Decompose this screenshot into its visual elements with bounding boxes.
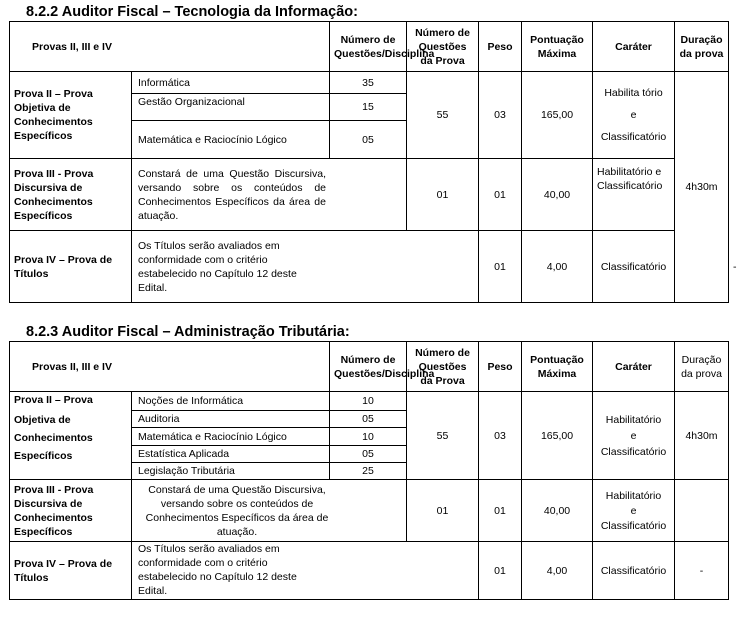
prova3-pontuacao: 40,00 (522, 480, 593, 542)
disciplina-questoes: 05 (330, 446, 407, 463)
header-pontuacao: Pontuação Máxima (522, 342, 593, 392)
prova3-peso: 01 (479, 159, 522, 231)
prova3-label: Prova III - Prova Discursiva de Conhecimentos Específicos (10, 159, 132, 231)
disciplina-name: Matemática e Raciocínio Lógico (132, 428, 330, 446)
disciplina-questoes: 15 (330, 94, 407, 121)
disciplina-questoes: 10 (330, 428, 407, 446)
exam-table-tributaria (9, 341, 729, 600)
exam-table-ti: Provas II, III e IV Número de Questões/Disciplina Número de Questões da Prova Peso Pontuação Máxima Caráter Duração da prova Prova II – Prova Objetiva de Conhecimentos Específicos Informática 35 55 03 165,00 Habilita tório e Classificatório 4h30m Gestão Organizacional 15 Matemática e Raciocínio Lógico 05 Prova III - Prova Discursiva de Conhecimentos Específicos Constará de uma Questão Discursiva, versando sobre os conteúdos de Conhecimentos Específicos da área de atuação. 01 01 40,00 Habilitatório e Classificatório Prova IV – Prova de Títulos Os Títulos serão avaliados em conformidade com o critério estabelecido no Capítulo 12 deste Edital. 01 4,00 Classificatório - (9, 21, 729, 303)
header-questoes-prova: Número de Questões da Prova (407, 22, 479, 72)
carater-line: Habilitatório (605, 489, 662, 502)
prova2-pontuacao: 165,00 (522, 72, 593, 159)
prova4-carater: Classificatório (593, 231, 675, 303)
header-questoes-prova: Número de Questões da Prova (407, 342, 479, 392)
prova3-questoes-prova: 01 (407, 159, 479, 231)
prova4-pontuacao: 4,00 (522, 542, 593, 600)
carater-line: Classificatório (600, 445, 667, 458)
prova2-peso: 03 (479, 392, 522, 480)
carater-line: Habilita tório (604, 87, 663, 99)
header-questoes-disciplina: Número de Questões/Disciplina (330, 342, 407, 392)
prova3-label: Prova III - Prova Discursiva de Conhecimentos Específicos (10, 480, 132, 542)
prova2-label: Prova II – Prova Objetiva de Conhecimentos Específicos (10, 72, 132, 159)
prova4-descricao: Os Títulos serão avaliados em conformidade com o critério estabelecido no Capítulo 12 deste Edital. (132, 542, 479, 600)
disciplina-questoes: 10 (330, 392, 407, 411)
carater-line: e (630, 109, 637, 121)
disciplina-questoes: 05 (330, 121, 407, 159)
prova4-carater: Classificatório (593, 542, 675, 600)
header-provas: Provas II, III e IV (10, 342, 330, 392)
header-duracao: Duração da prova (675, 22, 729, 72)
prova4-pontuacao: 4,00 (522, 231, 593, 303)
prova3-duracao (675, 480, 729, 542)
prova4-peso: 01 (479, 231, 522, 303)
prova4-descricao: Os Títulos serão avaliados em conformidade com o critério estabelecido no Capítulo 12 deste Edital. (132, 231, 479, 303)
prova4-peso: 01 (479, 542, 522, 600)
prova3-questoes-prova: 01 (407, 480, 479, 542)
prova2-peso: 03 (479, 72, 522, 159)
prova2-pontuacao: 165,00 (522, 392, 593, 480)
disciplina-name: Matemática e Raciocínio Lógico (132, 121, 330, 159)
disciplina-name: Noções de Informática (132, 392, 330, 411)
prova2-questoes-prova: 55 (407, 72, 479, 159)
duracao-cell: 4h30m (675, 72, 729, 303)
disciplina-name: Gestão Organizacional (132, 94, 330, 121)
disciplina-questoes: 35 (330, 72, 407, 94)
prova3-peso: 01 (479, 480, 522, 542)
disciplina-name: Auditoria (132, 411, 330, 428)
carater-line: Classificatório (600, 519, 667, 532)
header-carater: Caráter (593, 22, 675, 72)
header-provas: Provas II, III e IV (10, 22, 330, 72)
prova3-descricao: Constará de uma Questão Discursiva, versando sobre os conteúdos de Conhecimentos Específicos da área de atuação. (132, 159, 407, 231)
section-title-ti: 8.2.2 Auditor Fiscal – Tecnologia da Informação: (26, 4, 358, 20)
header-peso: Peso (479, 342, 522, 392)
prova2-label (10, 392, 132, 480)
disciplina-questoes: 05 (330, 411, 407, 428)
header-peso: Peso (479, 22, 522, 72)
prova2-carater (593, 392, 675, 480)
header-questoes-disciplina: Número de Questões/Disciplina (330, 22, 407, 72)
disciplina-name: Informática (132, 72, 330, 94)
prova2-carater (593, 72, 675, 159)
prova2-label-line: Conhecimentos (14, 432, 93, 444)
carater-line: e (630, 504, 637, 517)
section-title-tributaria: 8.2.3 Auditor Fiscal – Administração Tributária: (26, 324, 350, 340)
carater-line: e (630, 429, 637, 442)
carater-line: Habilitatório (605, 413, 662, 426)
prova4-label: Prova IV – Prova de Títulos (10, 542, 132, 600)
carater-line: Classificatório (600, 131, 667, 143)
disciplina-name: Legislação Tributária (132, 463, 330, 480)
disciplina-questoes: 25 (330, 463, 407, 480)
header-duracao: Duração da prova (675, 342, 729, 392)
prova2-label-line: Específicos (14, 450, 73, 462)
prova2-questoes-prova: 55 (407, 392, 479, 480)
prova3-carater: Habilitatório e Classificatório (593, 159, 675, 231)
prova3-carater (593, 480, 675, 542)
header-pontuacao: Pontuação Máxima (522, 22, 593, 72)
duracao-cell: 4h30m (675, 392, 729, 480)
prova2-label-line: Prova II – Prova (14, 394, 93, 406)
header-carater: Caráter (593, 342, 675, 392)
prova4-duracao: - (675, 542, 729, 600)
prova3-descricao: Constará de uma Questão Discursiva, versando sobre os conteúdos de Conhecimentos Específicos da área de atuação. (132, 480, 407, 542)
disciplina-name: Estatística Aplicada (132, 446, 330, 463)
prova3-pontuacao: 40,00 (522, 159, 593, 231)
prova4-label: Prova IV – Prova de Títulos (10, 231, 132, 303)
prova2-label-line: Objetiva de (14, 414, 71, 426)
